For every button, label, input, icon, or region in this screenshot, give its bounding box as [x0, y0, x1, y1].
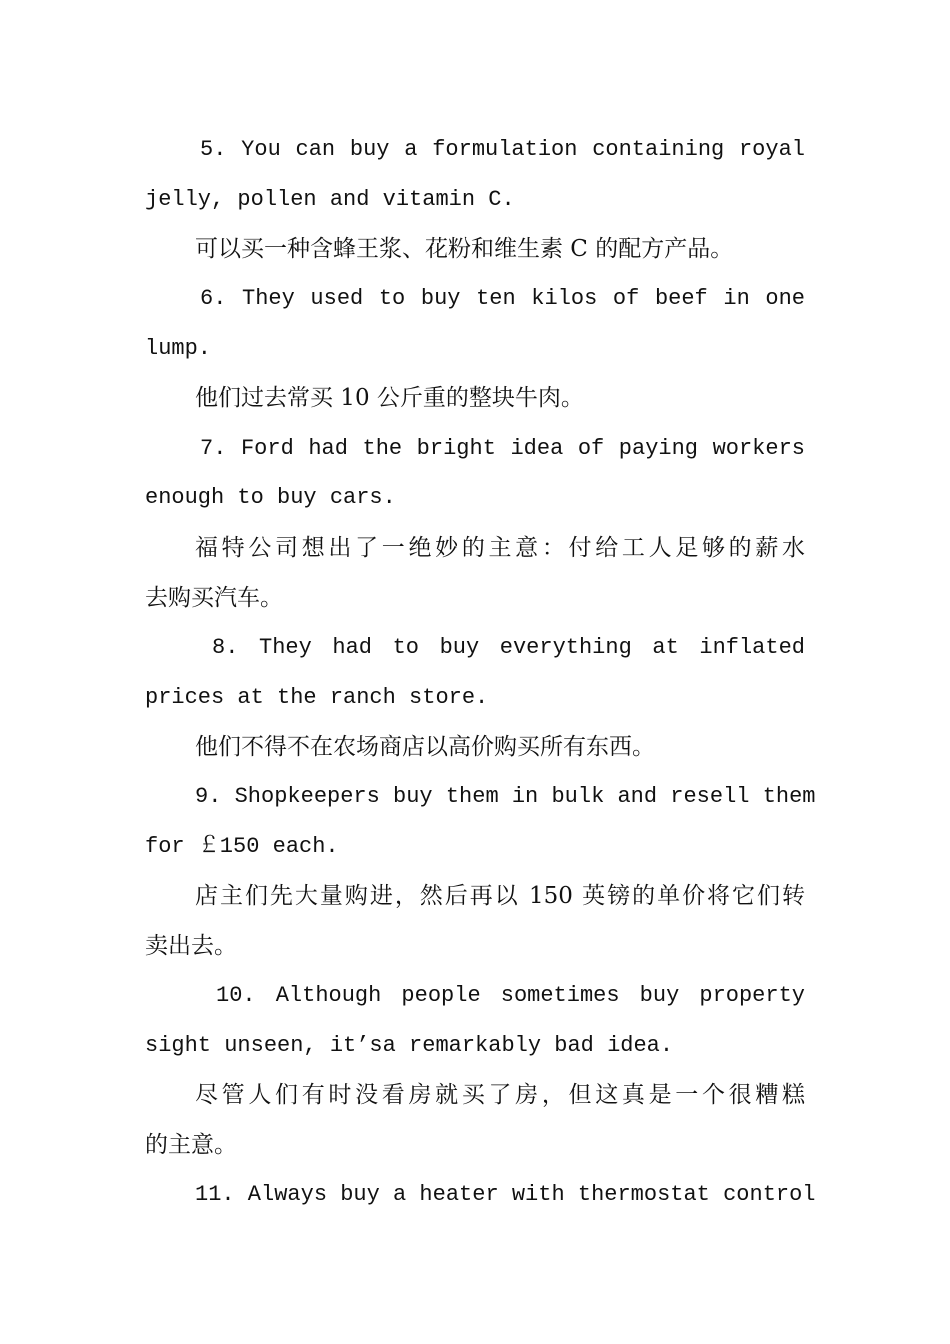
- sentence-5-english-line-2: jelly, pollen and vitamin C.: [145, 187, 515, 212]
- sentence-5-english-line-1: 5. You can buy a formulation containing royal: [200, 137, 805, 162]
- sentence-7-english-line-1: 7. Ford had the bright idea of paying workers: [200, 436, 805, 461]
- sentence-6-english-line-1: 6. They used to buy ten kilos of beef in one: [200, 286, 805, 311]
- sentence-9-english-line-1: 9. Shopkeepers buy them in bulk and resell them: [195, 784, 816, 809]
- sentence-9-english-line-2: for ￡150 each.: [145, 834, 339, 859]
- sentence-7-english-line-2: enough to buy cars.: [145, 485, 396, 510]
- sentence-8-chinese: 他们不得不在农场商店以高价购买所有东西。: [195, 734, 655, 760]
- sentence-10-chinese-line-1: 尽管人们有时没看房就买了房，但这真是一个很糟糕: [195, 1082, 805, 1108]
- sentence-7-chinese-line-2: 去购买汽车。: [145, 585, 283, 611]
- sentence-10-english-line-2: sight unseen, it’sa remarkably bad idea.: [145, 1033, 674, 1058]
- sentence-11-english-line-1: 11. Always buy a heater with thermostat control: [195, 1182, 816, 1207]
- sentence-10-chinese-line-2: 的主意。: [145, 1132, 237, 1158]
- sentence-8-english-line-1: 8. They had to buy everything at inflated: [212, 635, 805, 660]
- sentence-5-chinese: 可以买一种含蜂王浆、花粉和维生素 C 的配方产品。: [195, 236, 734, 262]
- sentence-7-chinese-line-1: 福特公司想出了一绝妙的主意：付给工人足够的薪水: [195, 535, 805, 561]
- sentence-10-english-line-1: 10. Although people sometimes buy property: [216, 983, 805, 1008]
- sentence-9-chinese-line-2: 卖出去。: [145, 933, 237, 959]
- sentence-6-english-line-2: lump.: [145, 336, 212, 361]
- sentence-6-chinese: 他们过去常买 10 公斤重的整块牛肉。: [195, 385, 584, 411]
- sentence-9-chinese-line-1: 店主们先大量购进，然后再以 150 英镑的单价将它们转: [195, 883, 805, 909]
- sentence-8-english-line-2: prices at the ranch store.: [145, 685, 489, 710]
